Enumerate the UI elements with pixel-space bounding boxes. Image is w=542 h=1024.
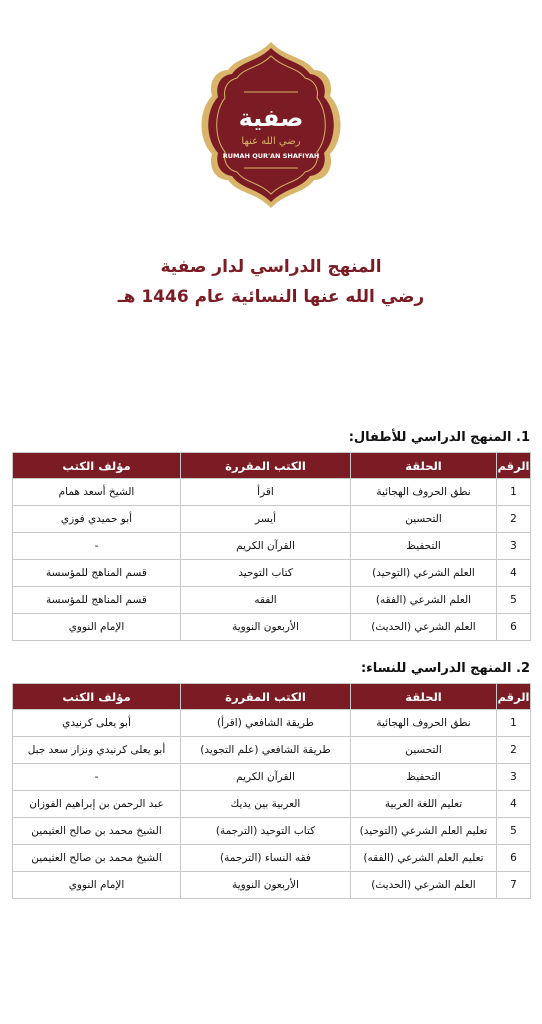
cell-number: 4 [497, 791, 531, 818]
cell-number: 5 [497, 818, 531, 845]
table-row [13, 560, 531, 587]
cell-books: طريقة الشافعي (علم التجويد) [181, 737, 351, 764]
cell-number: 6 [497, 845, 531, 872]
cell-circle: التحسين [351, 737, 497, 764]
table-row [13, 791, 531, 818]
cell-circle: العلم الشرعي (الفقه) [351, 587, 497, 614]
table-header-row [13, 684, 531, 710]
cell-circle: تعليم اللغة العربية [351, 791, 497, 818]
cell-circle: تعليم العلم الشرعي (التوحيد) [351, 818, 497, 845]
cell-books: أيسر [181, 506, 351, 533]
cell-number: 1 [497, 479, 531, 506]
cell-author: أبو يعلى كرنيدي [13, 710, 181, 737]
cell-author: - [13, 764, 181, 791]
page-title-line1: المنهج الدراسي لدار صفية [160, 257, 382, 277]
cell-circle: التحفيظ [351, 764, 497, 791]
logo-latin-name: RUMAH QUR'AN SHAFIYAH [222, 152, 320, 160]
logo [194, 40, 348, 210]
cell-circle: نطق الحروف الهجائية [351, 710, 497, 737]
column-header-circle: الحلقة [351, 684, 497, 710]
cell-author: قسم المناهج للمؤسسة [13, 560, 181, 587]
column-header-number: الرقم [497, 684, 531, 710]
cell-author: أبو حميدي فوزي [13, 506, 181, 533]
cell-books: الأربعون النووية [181, 872, 351, 899]
cell-books: اقرأ [181, 479, 351, 506]
women-curriculum-table [12, 683, 531, 899]
table-row [13, 533, 531, 560]
cell-number: 5 [497, 587, 531, 614]
cell-author: قسم المناهج للمؤسسة [13, 587, 181, 614]
cell-circle: العلم الشرعي (الحديث) [351, 614, 497, 641]
cell-number: 3 [497, 764, 531, 791]
cell-number: 3 [497, 533, 531, 560]
column-header-books: الكتب المقررة [181, 453, 351, 479]
table-header-row [13, 453, 531, 479]
column-header-circle: الحلقة [351, 453, 497, 479]
logo-arabic-sub: رضي الله عنها [241, 136, 301, 147]
cell-number: 4 [497, 560, 531, 587]
cell-author: الشيخ محمد بن صالح العثيمين [13, 845, 181, 872]
cell-number: 2 [497, 737, 531, 764]
column-header-author: مؤلف الكتب [13, 684, 181, 710]
children-curriculum-table [12, 452, 531, 641]
table-row [13, 764, 531, 791]
cell-number: 7 [497, 872, 531, 899]
column-header-author: مؤلف الكتب [13, 453, 181, 479]
cell-books: القرآن الكريم [181, 533, 351, 560]
cell-author: عبد الرحمن بن إبراهيم الفوزان [13, 791, 181, 818]
cell-number: 6 [497, 614, 531, 641]
table-row [13, 587, 531, 614]
cell-circle: العلم الشرعي (الحديث) [351, 872, 497, 899]
cell-circle: التحسين [351, 506, 497, 533]
column-header-books: الكتب المقررة [181, 684, 351, 710]
cell-number: 1 [497, 710, 531, 737]
page-title-line2: رضي الله عنها النسائية عام 1446 هـ [117, 287, 425, 307]
cell-author: - [13, 533, 181, 560]
cell-circle: العلم الشرعي (التوحيد) [351, 560, 497, 587]
table-row [13, 710, 531, 737]
women-section-title: 2. المنهج الدراسي للنساء: [360, 661, 530, 676]
table-row [13, 506, 531, 533]
table-row [13, 614, 531, 641]
cell-books: القرآن الكريم [181, 764, 351, 791]
table-row [13, 479, 531, 506]
cell-books: كتاب التوحيد (الترجمة) [181, 818, 351, 845]
column-header-number: الرقم [497, 453, 531, 479]
cell-circle: تعليم العلم الشرعي (الفقه) [351, 845, 497, 872]
cell-author: الشيخ أسعد همام [13, 479, 181, 506]
cell-author: الإمام النووي [13, 614, 181, 641]
cell-author: أبو يعلى كرنيدي ونزار سعد جبل [13, 737, 181, 764]
cell-books: الأربعون النووية [181, 614, 351, 641]
cell-books: العربية بين يديك [181, 791, 351, 818]
cell-author: الشيخ محمد بن صالح العثيمين [13, 818, 181, 845]
cell-books: طريقة الشافعي (اقرأ) [181, 710, 351, 737]
cell-author: الإمام النووي [13, 872, 181, 899]
cell-circle: نطق الحروف الهجائية [351, 479, 497, 506]
cell-books: الفقه [181, 587, 351, 614]
table-row [13, 818, 531, 845]
cell-number: 2 [497, 506, 531, 533]
table-row [13, 872, 531, 899]
cell-books: فقه النساء (الترجمة) [181, 845, 351, 872]
children-section-title: 1. المنهج الدراسي للأطفال: [348, 430, 530, 445]
cell-books: كتاب التوحيد [181, 560, 351, 587]
cell-circle: التحفيظ [351, 533, 497, 560]
table-row [13, 737, 531, 764]
logo-arabic-name: صفية [238, 104, 304, 132]
table-row [13, 845, 531, 872]
